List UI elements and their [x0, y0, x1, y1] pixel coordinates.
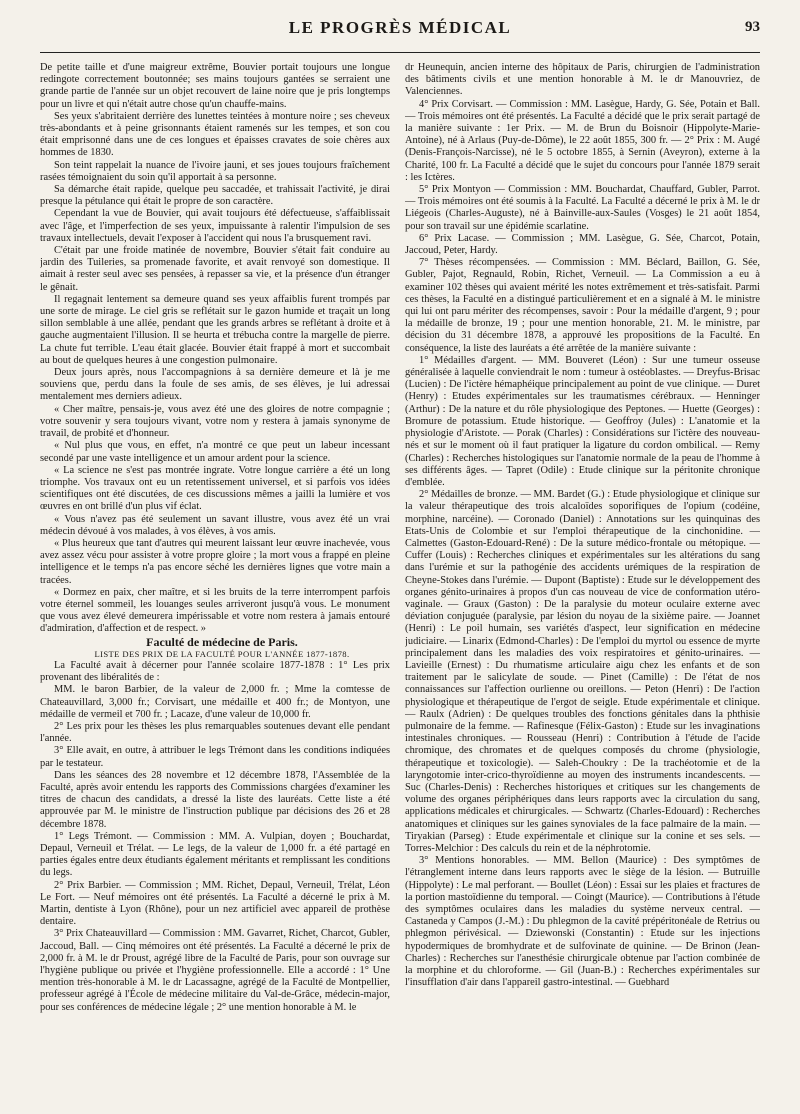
paragraph: Ses yeux s'abritaient derrière des lunettes teintées à monture noire ; ses cheveux très-abondants et à peine grisonnants étaient ramenés sur les tempes, et son cou était emprisonné dans une de ces longues et épaisses cravates de soie chères aux hommes de 1830. — [40, 110, 390, 159]
paragraph: « La science ne s'est pas montrée ingrate. Votre longue carrière a été un long triomphe. Vos travaux ont eu un retentissement universel, et si parfois vos idées scientifiques ont été discutées, de ces discussions mêmes a jailli la lumière et vos œuvres en ont brillé d'un plus vif éclat. — [40, 464, 390, 513]
paragraph: Sa démarche était rapide, quelque peu saccadée, et trahissait l'activité, je dirai presque la pétulance qui était le propre de son caractère. — [40, 184, 390, 208]
paragraph: 2° Les prix pour les thèses les plus remarquables soutenues devant elle pendant l'année. — [40, 720, 390, 745]
paragraph: « Plus heureux que tant d'autres qui meurent laissant leur œuvre inachevée, vous avez assez vécu pour assister à votre propre gloire ; la mort vous a frappé en pleine intelligence et le temps n'a pas encore séché les dernières lignes que votre main a tracées. — [40, 537, 390, 586]
paragraph: MM. le baron Barbier, de la valeur de 2,000 fr. ; Mme la comtesse de Chateauvillard, 3,000 fr.; Corvisart, une médaille et 400 fr.; de Montyon, une médaille de vermeil et 700 fr. ; Lacaze, d'une valeur de 10,000 fr. — [40, 684, 390, 720]
page-number: 93 — [745, 19, 760, 35]
paragraph: Son teint rappelait la nuance de l'ivoire jauni, et ses joues toujours fraîchement rasées témoignaient du soin qu'il apportait à sa personne. — [40, 159, 390, 183]
section-title: Faculté de médecine de Paris. — [146, 634, 298, 649]
paragraph: Deux jours après, nous l'accompagnions à sa dernière demeure et là je me souviens que, perdu dans la foule de ses amis, de ses élèves, je lui adressai mentalement mes derniers adieux. — [40, 367, 390, 403]
paragraph: 1° Médailles d'argent. — MM. Bouveret (Léon) : Sur une tumeur osseuse généralisée à laquelle conviendrait le nom : tumeur à ostéoblastes. — Dreyfus-Brisac (Lucien) : De l'ictère hémaphéique principalement au point de vue clinique. — Duret (Henry) : Etudes expérimentales sur les traumatismes cérébraux. — Henninger (Arthur) : De la nature et du rôle physiologique des Peptones. — Huette (Georges) : Bromure de potassium. Etude historique. — Geoffroy (Jules) : L'anatomie et la physiologie d'Aristote. — Porak (Charles) : Considérations sur l'ictère des nouveau-nés et sur le moment où il faut pratiquer la ligature du cordon ombilical. — Remy (Charles) : Recherches histologiques sur l'anatomie normale de la peau de l'homme à ses différents âges. — Tapret (Odile) : Etude clinique sur la péritonite chronique d'emblée. — [405, 354, 760, 488]
paragraph: La Faculté avait à décerner pour l'année scolaire 1877-1878 : 1° Les prix provenant des libéralités de : — [40, 659, 390, 684]
header-rule — [40, 52, 760, 53]
paragraph: 3° Prix Chateauvillard — Commission : MM. Gavarret, Richet, Charcot, Gubler, Jaccoud, Ball. — Cinq mémoires ont été présentés. La Faculté a décerné le prix de 2,000 fr. à M. le dr Proust, agrégé libre de la Faculté de Paris, pour son ouvrage sur l'hygiène publique ou privée et l'hygiène professionnelle. Elle a accordé : 1° Une mention très-honorable à M. le dr Lacassagne, agrégé de la Faculté de Montpellier, professeur agrégé à l'École de médecine militaire du Val-de-Grâce, médecin-major, pour ses conférences de médecine légale ; 2° une mention honorable à M. le — [40, 928, 390, 1013]
journal-title: LE PROGRÈS MÉDICAL — [288, 18, 512, 37]
left-column — [40, 62, 390, 1102]
right-column — [405, 62, 760, 1102]
paragraph: 7° Thèses récompensées. — Commission : MM. Béclard, Baillon, G. Sée, Gubler, Pajot, Regnauld, Robin, Richet, Verneuil. — La Commission a eu à examiner 102 thèses qui avaient mérité les notes extrêmement et très-satisfait. Parmi ces thèses, la Faculté en a distingué particulièrement et en a signalé à M. le ministre qui lui ont paru mériter des récompenses, savoir : Pour la médaille d'argent, 9 ; pour la médaille de bronze, 19 ; pour une mention honorable, 21. M. le ministre, par décision du 31 décembre 1878, a approuvé les propositions de la Faculté. En conséquence, la liste des lauréats a été arrêtée de la manière suivante : — [405, 257, 760, 354]
paragraph: C'était par une froide matinée de novembre, Bouvier s'était fait conduire au jardin des Tuileries, sa promenade favorite, et avait renvoyé son domestique. Il aimait à rester seul avec ses pensées, à repasser sa vie, et la présence d'un étranger le gênait. — [40, 245, 390, 293]
paragraph: « Dormez en paix, cher maître, et si les bruits de la terre interrompent parfois votre éternel sommeil, les louanges seules arriveront jusqu'à vous. Le monument que vous avez élevé demeurera impérissable et votre nom restera à jamais entouré d'admiration, d'affection et de respect. » — [40, 586, 390, 635]
section-subtitle: LISTE DES PRIX DE LA FACULTÉ POUR L'ANNÉE 1877-1878. — [94, 648, 350, 659]
paragraph: Cependant la vue de Bouvier, qui avait toujours été défectueuse, s'affaiblissait avec l'âge, et l'imperfection de ses yeux, impuissante à ralentir l'impulsion de ses travaux intellectuels, devait l'exposer à l'accident qui nous l'a brusquement ravi. — [40, 208, 390, 244]
paragraph: De petite taille et d'une maigreur extrême, Bouvier portait toujours une longue redingote correctement boutonnée; ses mains toujours gantées se serraient une grande partie de l'année sur un objet recouvert de laine noire que je pris longtemps pour un livre et qui n'était autre chose qu'un chauffe-mains. — [40, 62, 390, 110]
paragraph: 3° Mentions honorables. — MM. Bellon (Maurice) : Des symptômes de l'étranglement interne dans leurs rapports avec le siège de la lésion. — Butruille (Hippolyte) : Le mal perforant. — Boullet (Léon) : Essai sur les plaies et fractures de la portion mastoïdienne du temporal. — Coingt (Maurice). — Contributions à l'étude des symptômes oculaires dans les maladies du système nerveux central. — Castaneda y Campos (J.-M.) : Du phlegmon de la cavité prépéritonéale de Retrius ou phlegmon périvésical. — Dziewonski (Constantin) : Etude sur les injections hypodermiques de bromhydrate et de sulfovinate de quinine. — De Brinon (Jean-Charles) : Recherches sur l'anesthésie chirurgicale obtenue par l'action combinée de la morphine et du chloroforme. — Gil (Juan-B.) : Recherches expérimentales sur l'insufflation d'air dans l'appareil gastro-intestinal. — Guebhard — [405, 855, 760, 989]
page-header — [40, 18, 760, 52]
paragraph: 6° Prix Lacase. — Commission ; MM. Lasègue, G. Sée, Charcot, Potain, Jaccoud, Peter, Hardy. — [405, 232, 760, 257]
paragraph: « Nul plus que vous, en effet, n'a montré ce que peut un labeur incessant secondé par une vaste intelligence et un amour ardent pour la science. — [40, 440, 390, 464]
paragraph: 2° Prix Barbier. — Commission ; MM. Richet, Depaul, Verneuil, Trélat, Léon Le Fort. — Neuf mémoires ont été présentés. La Faculté a décerné le prix à M. Martin, dentiste à Lyon (Rhône), pour un nez artificiel avec appareil de prothèse dentaire. — [40, 879, 390, 928]
paragraph: 4° Prix Corvisart. — Commission : MM. Lasègue, Hardy, G. Sée, Potain et Ball. — Trois mémoires ont été présentés. La Faculté a décidé que le prix serait partagé de la manière suivante : 1er Prix. — M. de Brun du Boisnoir (Hippolyte-Marie-Antoine), né à Arlaus (Puy-de-Dôme), le 22 août 1855, 300 fr. — 2° Prix : M. Augé (Denis-François-Narcisse), né le 5 octobre 1855, à Sernin (Aveyron), externe à la Charité, 100 fr. La Faculté a décidé que le sujet du concours pour l'année 1879 serait : les Ictères. — [405, 98, 760, 183]
paragraph: 3° Elle avait, en outre, à attribuer le legs Trémont dans les conditions indiquées par le testateur. — [40, 745, 390, 769]
paragraph: Il regagnait lentement sa demeure quand ses yeux affaiblis furent trompés par une sorte de mirage. Le ciel gris se reflétait sur le gazon humide et traçait un long sillon semblable à une allée, pendant que les grands arbres se reflétant à droite et à gauche augmentaient l'illusion. Il se heurta et trébucha contre la margelle de pierre. La chute fut terrible. L'eau était glacée. Bouvier était frappé à mort et succombait au bout de quelques heures à une congestion pulmonaire. — [40, 293, 390, 366]
paragraph: « Vous n'avez pas été seulement un savant illustre, vous avez été un vrai médecin dévoué à vos malades, à vos élèves, à vos amis. — [40, 513, 390, 537]
paragraph: 2° Médailles de bronze. — MM. Bardet (G.) : Etude physiologique et clinique sur la valeur thérapeutique des trois alcaloïdes soporifiques de l'opium (codéine, morphine, narcéine). — Coronado (Daniel) : Annotations sur les quinquinas des Etats-Unis de Colombie et sur l'emploi thérapeutique de la cinchonidine. — Calmettes (Gaston-Edouard-René) : De la suture médico-frontale ou métopique. — Cuffer (Louis) : Recherches cliniques et expérimentales sur les altérations du sang dans l'urémie et sur la pathogénie des accidents urémiques de la respiration de Cheyne-Stokes dans l'urémie. — Dupont (Baptiste) : Etude sur le développement des organes génito-urinaires à propos d'un cas nouveau de vice de conformation utéro-vaginale. — Graux (Gaston) : De la paralysie du moteur oculaire externe avec déviation conjuguée (paralysie, par lésion du noyau de la sixième paire. — Joannet (Henri) : Le poil humain, ses variétés d'aspect, leur signification en médecine judiciaire. — Linarix (Edmond-Charles) : De l'emploi du myrtol ou essence de myrte principalement dans les maladies des voix respiratoires et génito-urinaires. — Lavieille (Ernest) : Du rhumatisme articulaire aigu chez les enfants et de son traitement par le salicylate de soude. — Pinet (Camille) : De l'état de nos connaissances sur l'affection ourlienne ou oreillons. — Peton (Henri) : De l'action physiologique et thérapeutique de l'ergot de seigle. Etude expérimentale et clinique. — Raulx (Adrien) : De quelques troubles des fonctions génitales dans la phthisie pulmonaire de la femme. — Rafinesque (Félix-Gaston) : Etude sur les invaginations intestinales chroniques. — Rousseau (Henri) : Contribution à l'étude de l'acide chromique, des chromates et de quelques composés du chrome (physiologie, thérapeutique et toxicologie). — Saleh-Choukry : De la trachéotomie et de la laryngotomie inter-crico-thyroïdienne au moyen des instruments incandescents. — Suc (Charles-Denis) : Recherches historiques et critiques sur les changements de volume des organes périphériques dans leurs rapports avec la circulation du sang, applications médicales et chirurgicales. — Schwartz (Charles-Edouard) : Recherches anatomiques et cliniques sur les gaines synoviales de la face palmaire de la main. — Tiryakian (Parseg) : Etude expérimentale et clinique sur la conine et ses sels. — Torres-Melchior : Des calculs du rein et de la néphrotomie. — [405, 489, 760, 854]
paragraph: 5° Prix Montyon — Commission : MM. Bouchardat, Chauffard, Gubler, Parrot. — Trois mémoires ont été soumis à la Faculté. La Faculté a décerné le prix à M. le dr Liégeois (Charles-Auguste), né à Bainville-aux-Saules (Vosges) le 21 août 1854, pour son travail sur une épidémie scarlatine. — [405, 184, 760, 232]
paragraph: « Cher maître, pensais-je, vous avez été une des gloires de notre compagnie ; votre souvenir y sera toujours vivant, votre nom y restera à jamais synonyme de travail, de probité et d'honneur. — [40, 403, 390, 440]
paragraph: 1° Legs Trémont. — Commission : MM. A. Vulpian, doyen ; Bouchardat, Depaul, Verneuil et Trélat. — Le legs, de la valeur de 1,000 fr. a été partagé en parties égales entre deux étudiants également méritants et remplissant les conditions du legs. — [40, 830, 390, 879]
paragraph: Dans les séances des 28 novembre et 12 décembre 1878, l'Assemblée de la Faculté, après avoir entendu les rapports des Commissions chargées d'examiner les titres de chacun des candidats, a dressé la liste des lauréats. Cette liste a été approuvée par M. le ministre de l'instruction publique par décisions des 26 et 28 décembre 1878. — [40, 769, 390, 830]
paragraph: dr Heunequin, ancien interne des hôpitaux de Paris, chirurgien de l'administration des bâtiments civils et une mention honorable à M. le dr Manouvriez, de Valenciennes. — [405, 62, 760, 98]
